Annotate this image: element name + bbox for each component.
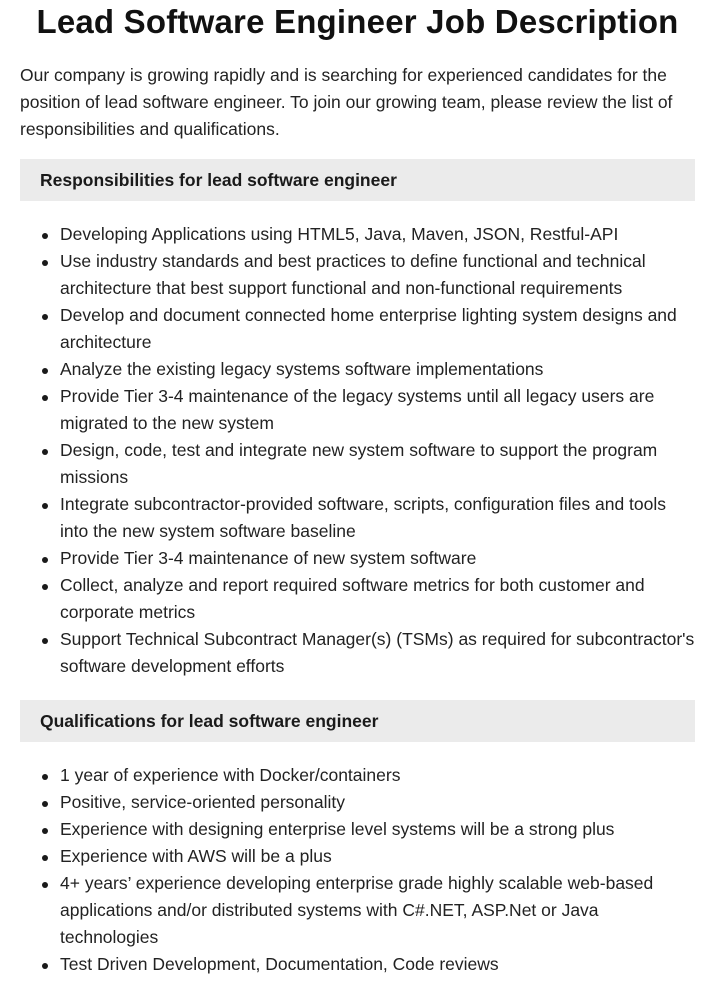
page-title: Lead Software Engineer Job Description [36,3,679,40]
list-item: Design, code, test and integrate new system software to support the program missions [60,437,695,491]
list-item: Collect, analyze and report required software metrics for both customer and corporate metrics [60,572,695,626]
list-item: Positive, service-oriented personality [60,789,695,816]
list-item: Developing Applications using HTML5, Java, Maven, JSON, Restful-API [60,221,695,248]
list-item: Experience with designing enterprise level systems will be a strong plus [60,816,695,843]
responsibilities-heading: Responsibilities for lead software engineer [20,159,695,201]
responsibilities-list [20,221,695,680]
list-item: Analyze the existing legacy systems software implementations [60,356,695,383]
list-item: Provide Tier 3-4 maintenance of new system software [60,545,695,572]
list-item: Use industry standards and best practices to define functional and technical architecture that best support functional and non-functional requirements [60,248,695,302]
list-item: 1 year of experience with Docker/containers [60,762,695,789]
qualifications-heading: Qualifications for lead software engineer [20,700,695,742]
list-item: Provide Tier 3-4 maintenance of the legacy systems until all legacy users are migrated to the new system [60,383,695,437]
list-item: Support Technical Subcontract Manager(s) (TSMs) as required for subcontractor's software development efforts [60,626,695,680]
intro-paragraph: Our company is growing rapidly and is searching for experienced candidates for the position of lead software engineer. To join our growing team, please review the list of responsibilities and qualifications. [20,65,673,139]
list-item: Test Driven Development, Documentation, Code reviews [60,951,695,978]
qualifications-list [20,762,695,978]
list-item: Integrate subcontractor-provided software, scripts, configuration files and tools into the new system software baseline [60,491,695,545]
list-item: Experience with AWS will be a plus [60,843,695,870]
list-item: Develop and document connected home enterprise lighting system designs and architecture [60,302,695,356]
list-item: 4+ years’ experience developing enterprise grade highly scalable web-based applications and/or distributed systems with C#.NET, ASP.Net or Java technologies [60,870,695,951]
